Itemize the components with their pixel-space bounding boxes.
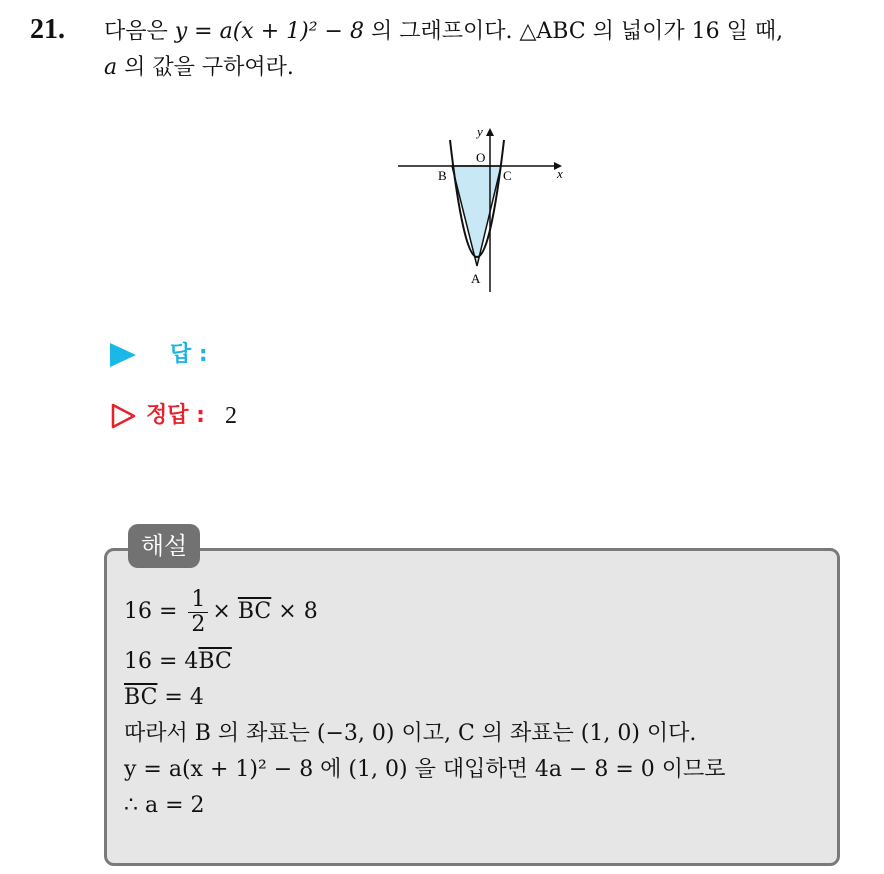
y-axis-label: y [477, 124, 483, 139]
correct-answer-value: 2 [224, 403, 237, 429]
problem-equation: y = a(x + 1)² − 8 [174, 19, 364, 44]
x-axis-label: x [557, 166, 563, 181]
problem-line-2 [104, 50, 874, 86]
solution-line-4: 따라서 B 의 좌표는 (−3, 0) 이고, C 의 좌표는 (1, 0) 이다. [124, 721, 697, 746]
solution-l1-rest: × 8 [278, 599, 318, 624]
problem-text-c: 의 값을 구하여라. [117, 55, 294, 80]
outline-arrow-icon [110, 403, 136, 429]
fraction-numerator: 1 [188, 588, 208, 613]
solution-line-6: ∴ a = 2 [124, 793, 205, 818]
answer-row [110, 340, 208, 370]
point-a-label: A [471, 271, 481, 286]
solution-content [124, 580, 726, 824]
problem-variable: a [104, 55, 118, 80]
segment-bc: $\overline{BC}$ [198, 649, 232, 674]
y-axis-arrow [486, 128, 494, 136]
segment-bc: $\overline{BC}$ [124, 685, 158, 710]
solution-line-2 [124, 644, 726, 680]
solution-l2-lhs: 16 = 4 [124, 649, 199, 674]
play-arrow-icon [110, 343, 136, 367]
solution-tab: 해설 [128, 524, 200, 568]
segment-bc: $\overline{BC}$ [237, 599, 272, 624]
answer-label: 답 : [170, 342, 208, 367]
fraction-denominator: 2 [191, 611, 206, 637]
problem-text-a: 다음은 [104, 19, 175, 44]
solution-l3-rest: = 4 [157, 685, 204, 710]
correct-answer-label: 정답 : [146, 403, 205, 428]
solution-line-1 [124, 580, 726, 644]
solution-line-3 [124, 680, 726, 716]
problem-line-1 [104, 14, 874, 50]
solution-line-5: y = a(x + 1)² − 8 에 (1, 0) 을 대입하면 4a − 8 = 0 이므로 [124, 757, 726, 782]
point-c-label: C [503, 168, 512, 183]
parabola-graph [394, 122, 574, 294]
fraction-one-half [188, 588, 208, 637]
origin-label: O [476, 150, 486, 165]
point-b-label: B [438, 168, 447, 183]
solution-l1-lhs: 16 = [124, 599, 178, 624]
problem-number: 21. [30, 14, 65, 45]
solution-l1-times: × [212, 599, 231, 624]
problem-statement [104, 14, 874, 86]
correct-answer-row [110, 401, 237, 431]
problem-text-b: 의 그래프이다. △ABC 의 넓이가 16 일 때, [363, 19, 784, 44]
